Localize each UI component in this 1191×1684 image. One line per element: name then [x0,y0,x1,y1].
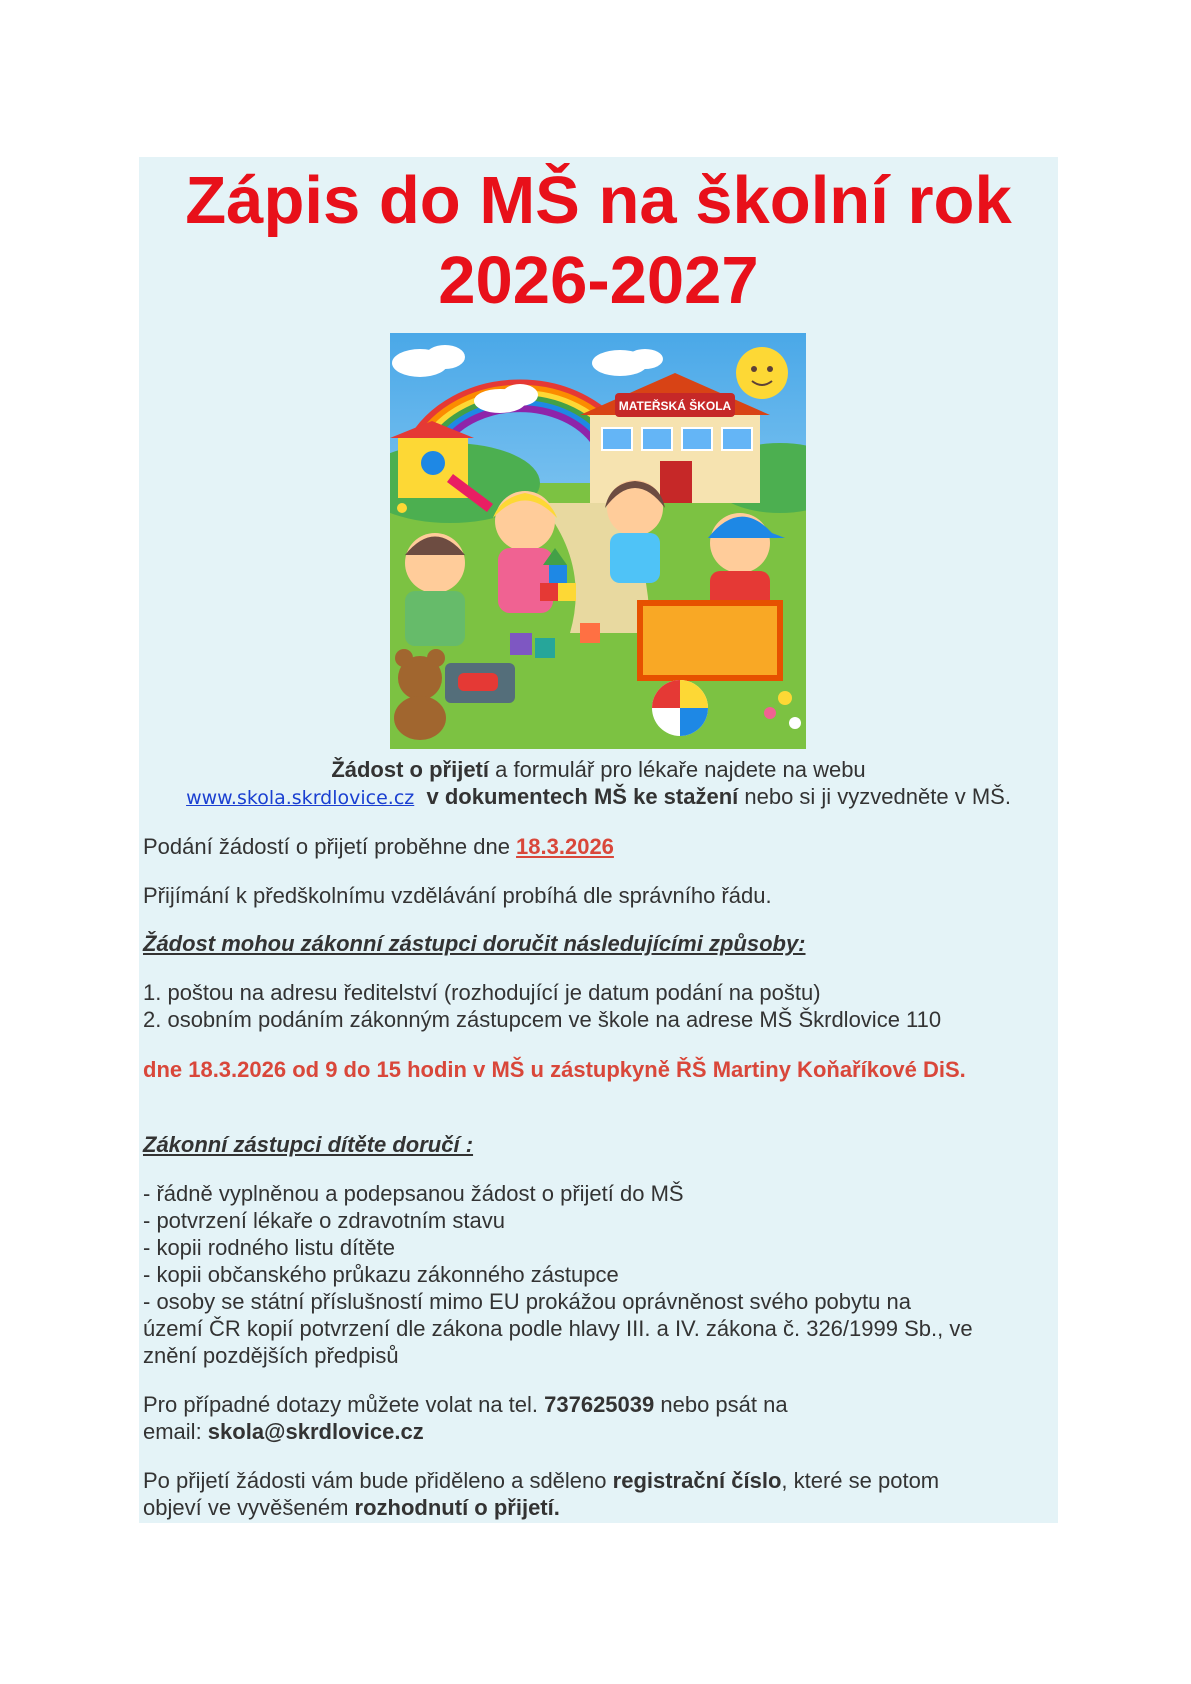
registration-line-1: Po přijetí žádosti vám bude přiděleno a sděleno registrační číslo, které se potom [143,1468,940,1493]
title-line-2: 2026-2027 [438,243,759,318]
kindergarten-illustration [390,333,806,749]
email-address: skola@skrdlovice.cz [207,1419,424,1444]
ball-icon [652,680,708,736]
submission-date: Podání žádostí o přijetí proběhne dne 18.3.2026 [143,834,614,859]
svg-text:MATEŘSKÁ ŠKOLA: MATEŘSKÁ ŠKOLA [618,399,732,413]
list-item: - osoby se státní příslušností mimo EU prokážou oprávněnost svého pobytu na [143,1289,911,1314]
intro-line-1: Žádost o přijetí a formulář pro lékaře najdete na webu [331,757,866,782]
contact-line-1: Pro případné dotazy můžete volat na tel. 737625039 nebo psát na [143,1392,788,1417]
school-website-link[interactable]: www.skola.skrdlovice.cz [186,787,415,809]
list-item: - potvrzení lékaře o zdravotním stavu [143,1208,505,1233]
list-item: území ČR kopií potvrzení dle zákona podle hlavy III. a IV. zákona č. 326/1999 Sb., ve [143,1316,973,1341]
phone-number: 737625039 [544,1392,655,1417]
admission-text: Přijímání k předškolnímu vzdělávání probíhá dle správního řádu. [143,883,772,908]
contact-line-2: email: skola@skrdlovice.cz [143,1419,424,1444]
documents-heading: Zákonní zástupci dítěte doručí : [143,1132,474,1157]
registration-line-2: objeví ve vyvěšeném rozhodnutí o přijetí. [143,1495,560,1520]
list-item: - řádně vyplněnou a podepsanou žádost o přijetí do MŠ [143,1181,684,1206]
list-item: - kopii rodného listu dítěte [143,1235,395,1260]
intro-line-2: www.skola.skrdlovice.cz v dokumentech MŠ ke stažení nebo si ji vyzvedněte v MŠ. [186,784,1011,809]
sun-icon [736,347,788,399]
list-item: znění pozdějších předpisů [143,1343,399,1368]
delivery-note: dne 18.3.2026 od 9 do 15 hodin v MŠ u zástupkyně ŘŠ Martiny Koňaříkové DiS. [143,1057,966,1082]
list-item: - kopii občanského průkazu zákonného zástupce [143,1262,619,1287]
title-line-1: Zápis do MŠ na školní rok [185,163,1012,238]
list-item: 1. poštou na adresu ředitelství (rozhodující je datum podání na poštu) [143,980,821,1005]
list-item: 2. osobním podáním zákonným zástupcem ve škole na adrese MŠ Škrdlovice 110 [143,1007,942,1032]
delivery-heading: Žádost mohou zákonní zástupci doručit následujícími způsoby: [143,931,806,956]
toy-car-icon [445,663,515,703]
sandbox [640,603,780,678]
